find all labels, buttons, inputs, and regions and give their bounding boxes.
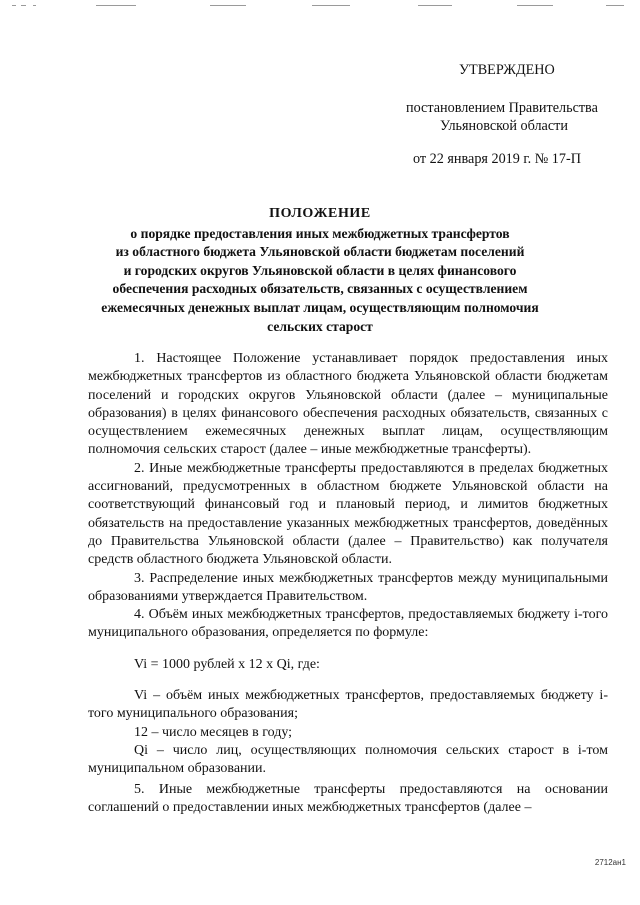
definition-12: 12 – число месяцев в году;	[134, 724, 293, 740]
paragraph-3: 3. Распределение иных межбюджетных трансфертов между муниципальными образованиями утверждается Правительством.	[88, 570, 608, 604]
title-line: ежемесячных денежных выплат лицам, осуществляющим полномочия	[101, 299, 539, 315]
formula: Vi = 1000 рублей х 12 х Qi, где:	[134, 656, 320, 672]
document-body	[88, 350, 608, 817]
title-line: и городских округов Ульяновской области в целях финансового	[123, 262, 517, 278]
approval-line-1: постановлением Правительства	[406, 100, 598, 116]
paragraph-1: 1. Настоящее Положение устанавливает порядок предоставления иных межбюджетных трансфертов из областного бюджета Ульяновской области бюджетам поселений и городских округов Ульяновской области (далее – муниципальные образования) в целях финансового обеспечения расходных обязательств, связанных с осуществлением ежемесячных денежных выплат лицам, осуществляющим полномочия сельских старост (далее – иные межбюджетные трансферты).	[88, 351, 608, 458]
scan-artifacts	[0, 0, 640, 14]
page-code: 2712ан1	[594, 858, 626, 867]
approval-stamp: УТВЕРЖДЕНО	[459, 62, 555, 78]
title-line: из областного бюджета Ульяновской области бюджетам поселений	[115, 244, 525, 260]
definition-vi: Vi – объём иных межбюджетных трансфертов, предоставляемых бюджету i-того муниципального образования;	[88, 688, 608, 722]
title-line: сельских старост	[267, 318, 373, 334]
paragraph-2: 2. Иные межбюджетные трансферты предоставляются в пределах бюджетных ассигнований, предусмотренных в областном бюджете Ульяновской области на соответствующий финансовый год и плановый период, и лимитов бюджетных обязательств на предоставление указанных межбюджетных трансфертов, доведённых до Правительства Ульяновской области (далее – Правительство) как получателя средств областного бюджета Ульяновской области.	[88, 460, 608, 568]
document-title	[60, 205, 580, 336]
paragraph-5: 5. Иные межбюджетные трансферты предоставляются на основании соглашений о предоставлении иных межбюджетных трансфертов (далее –	[88, 781, 608, 815]
approval-date: от 22 января 2019 г. № 17-П	[413, 151, 581, 167]
title-heading: ПОЛОЖЕНИЕ	[269, 206, 371, 221]
definition-qi: Qi – число лиц, осуществляющих полномочия сельских старост в i-том муниципальном образовании.	[88, 742, 608, 777]
title-line: о порядке предоставления иных межбюджетных трансфертов	[130, 225, 510, 241]
approval-line-2: Ульяновской области	[440, 118, 568, 134]
title-line: обеспечения расходных обязательств, связанных с осуществлением	[112, 281, 528, 297]
paragraph-4: 4. Объём иных межбюджетных трансфертов, предоставляемых бюджету i-того муниципального образования, определяется по формуле:	[88, 607, 608, 641]
